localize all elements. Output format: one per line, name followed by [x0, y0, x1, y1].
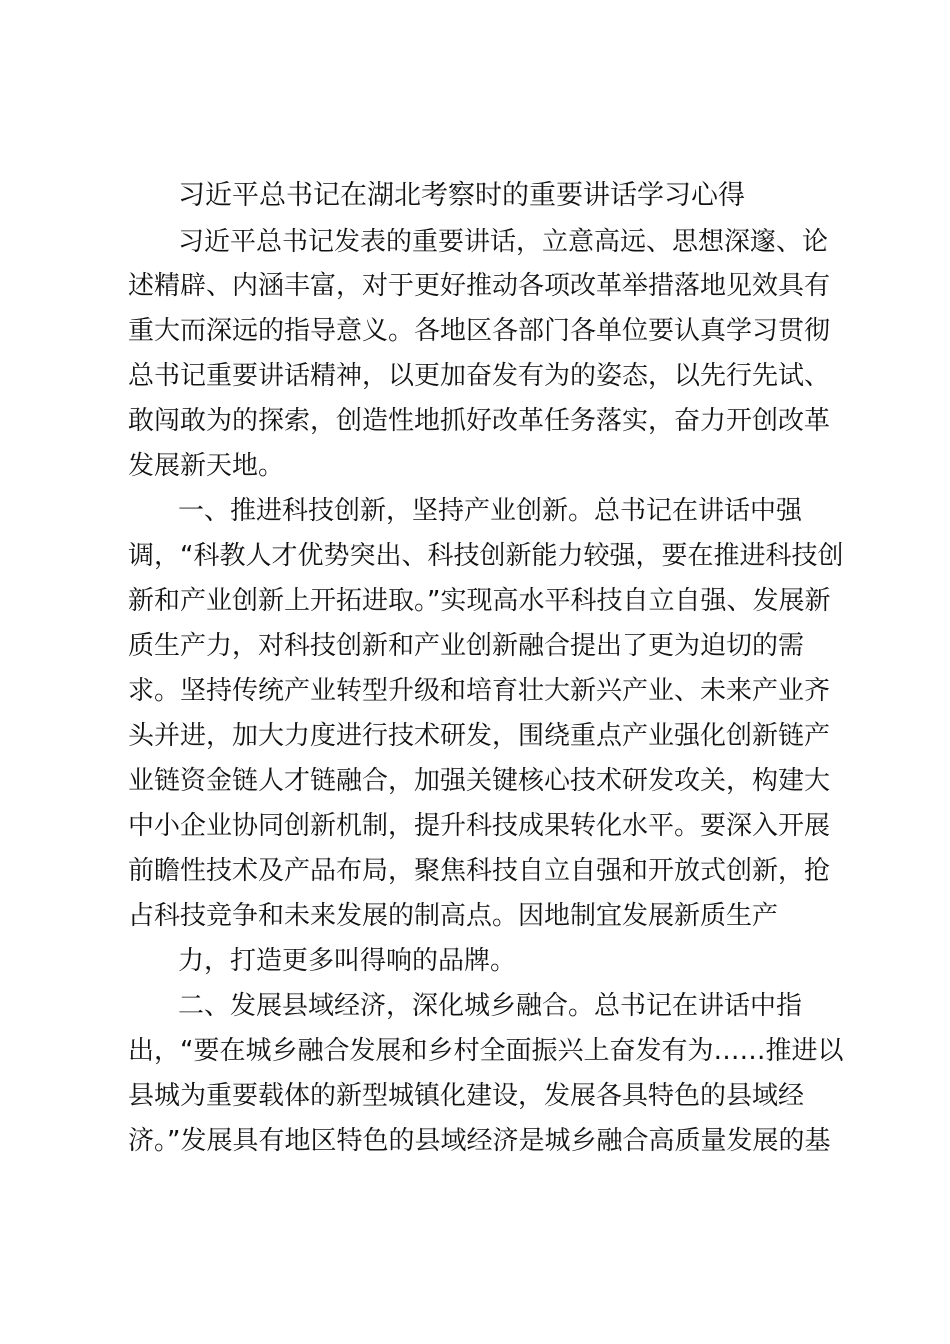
paragraph-line: 调，“科教人才优势突出、科技创新能力较强，要在推进科技创	[128, 541, 844, 571]
paragraph-line: 习近平总书记发表的重要讲话，立意高远、思想深邃、论	[178, 227, 829, 257]
paragraph-line: 中小企业协同创新机制，提升科技成果转化水平。要深入开展	[128, 811, 831, 841]
paragraph-line: 占科技竞争和未来发展的制高点。因地制宜发展新质生产	[128, 901, 779, 931]
paragraph-line: 总书记重要讲话精神，以更加奋发有为的姿态，以先行先试、	[128, 361, 831, 391]
paragraph-line: 重大而深远的指导意义。各地区各部门各单位要认真学习贯彻	[128, 316, 831, 346]
paragraph-line: 力，打造更多叫得响的品牌。	[178, 946, 517, 976]
paragraph-line: 质生产力，对科技创新和产业创新融合提出了更为迫切的需	[128, 631, 805, 661]
paragraph-line: 新和产业创新上开拓进取。”实现高水平科技自立自强、发展新	[128, 586, 831, 616]
paragraph-line: 头并进，加大力度进行技术研发，围绕重点产业强化创新链产	[128, 721, 831, 751]
paragraph-line: 业链资金链人才链融合，加强关键核心技术研发攻关，构建大	[128, 766, 831, 796]
paragraph-line: 述精辟、内涵丰富，对于更好推动各项改革举措落地见效具有	[128, 271, 831, 301]
paragraph-line: 发展新天地。	[128, 451, 285, 481]
paragraph-line: 二、发展县域经济，深化城乡融合。总书记在讲话中指	[178, 991, 803, 1021]
paragraph-line: 县城为重要载体的新型城镇化建设，发展各具特色的县域经	[128, 1081, 805, 1111]
paragraph-line: 济。”发展具有地区特色的县域经济是城乡融合高质量发展的基	[128, 1126, 831, 1156]
paragraph-line: 求。坚持传统产业转型升级和培育壮大新兴产业、未来产业齐	[128, 676, 831, 706]
paragraph-line: 出，“要在城乡融合发展和乡村全面振兴上奋发有为……推进以	[128, 1036, 844, 1066]
paragraph-line: 前瞻性技术及产品布局，聚焦科技自立自强和开放式创新，抢	[128, 856, 831, 886]
paragraph-line: 一、推进科技创新，坚持产业创新。总书记在讲话中强	[178, 496, 803, 526]
document-title: 习近平总书记在湖北考察时的重要讲话学习心得	[178, 180, 745, 211]
paragraph-line: 敢闯敢为的探索，创造性地抓好改革任务落实，奋力开创改革	[128, 406, 831, 436]
